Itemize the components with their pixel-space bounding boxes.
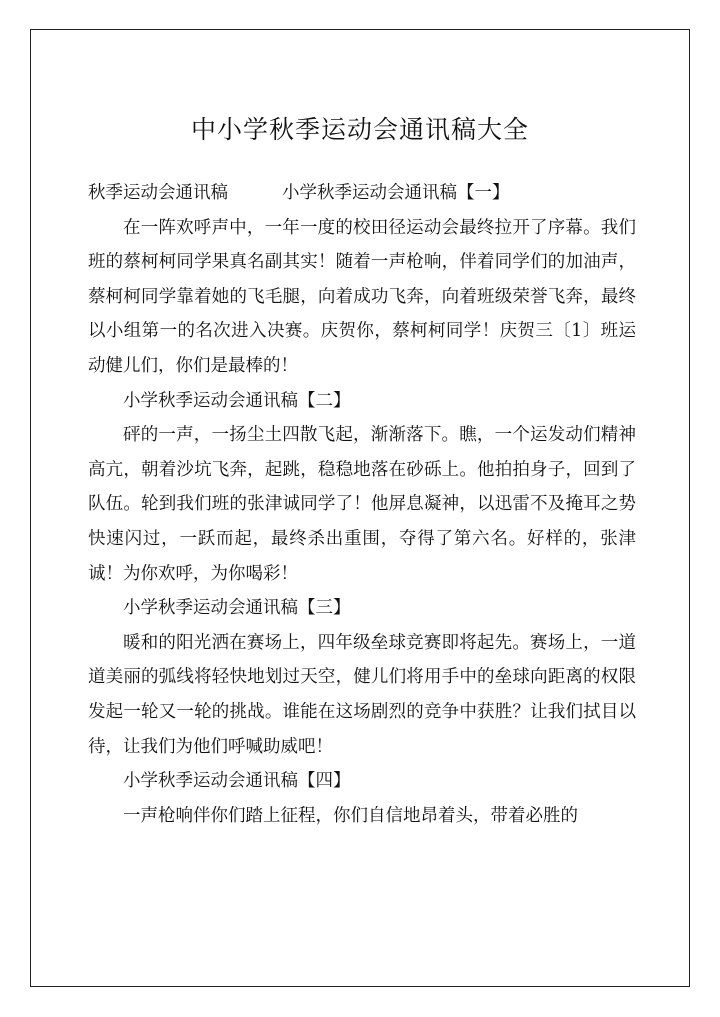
subtitle-left: 秋季运动会通讯稿 — [88, 183, 228, 203]
subtitle-right: 小学秋季运动会通讯稿【一】 — [282, 183, 510, 203]
paragraph-1: 在一阵欢呼声中，一年一度的校田径运动会最终拉开了序幕。我们班的蔡柯柯同学果真名副其实！随着一声枪响，伴着同学们的加油声，蔡柯柯同学靠着她的飞毛腿，向着成功飞奔，向着班级荣誉飞奔，最终以小组第一的名次进入决赛。庆贺你，蔡柯柯同学！庆贺三〔1〕班运动健儿们，你们是最棒的！ — [88, 217, 636, 376]
subtitle-line — [88, 176, 636, 211]
paragraph-4: 一声枪响伴你们踏上征程，你们自信地昂着头，带着必胜的 — [123, 805, 578, 826]
paragraph-3: 暖和的阳光洒在赛场上，四年级垒球竞赛即将起先。赛场上，一道道美丽的弧线将轻快地划过天空，健儿们将用手中的垒球向距离的权限发起一轮又一轮的挑战。谁能在这场剧烈的竞争中获胜？让我们拭目以待，让我们为他们呼喊助威吧！ — [88, 632, 636, 757]
section-heading-3: 小学秋季运动会通讯稿【三】 — [123, 598, 351, 619]
document-body — [88, 176, 636, 833]
paragraph-2: 砰的一声，一扬尘土四散飞起，渐渐落下。瞧，一个运发动们精神高亢，朝着沙坑飞奔，起跳，稳稳地落在砂砾上。他拍拍身子，回到了队伍。轮到我们班的张津诚同学了！他屏息凝神，以迅雷不及掩耳之势快速闪过，一跃而起，最终杀出重围，夺得了第六名。好样的，张津诚！为你欢呼，为你喝彩！ — [88, 425, 636, 584]
section-heading-4: 小学秋季运动会通讯稿【四】 — [123, 771, 351, 792]
document-title: 中小学秋季运动会通讯稿大全 — [190, 115, 529, 144]
section-heading-2: 小学秋季运动会通讯稿【二】 — [123, 390, 351, 411]
